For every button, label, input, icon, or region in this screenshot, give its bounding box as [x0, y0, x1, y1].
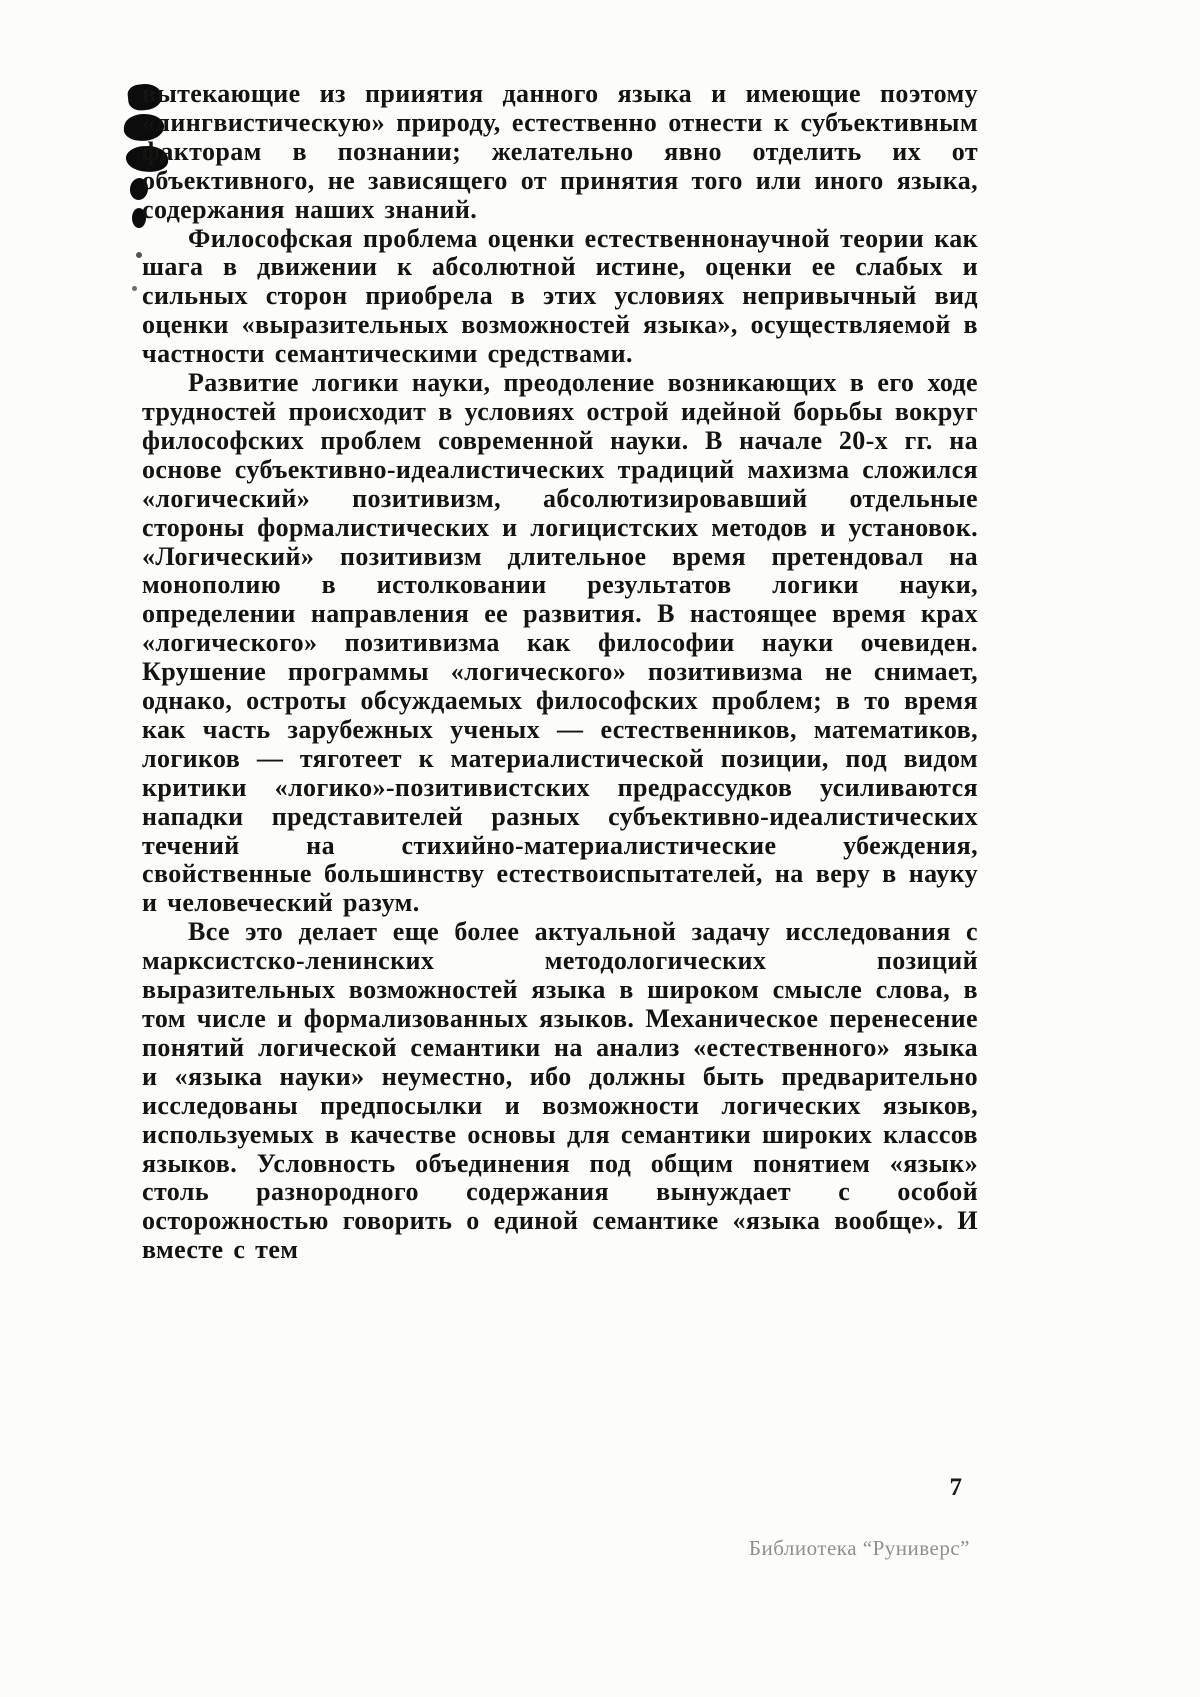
- ink-speck-artifact: [132, 286, 137, 291]
- paragraph-continuation: вытекающие из прииятия данного языка и имеющие поэтому «лингвистическую» природу, естественно отнести к субъективным факторам в познании; желательно явно отделить их от объективного, не зависящего от принятия того или иного языка, содержания наших знаний.: [142, 79, 978, 224]
- library-watermark: Библиотека “Руниверс”: [748, 1536, 970, 1560]
- paragraph: Развитие логики науки, преодоление возникающих в его ходе трудностей происходит в условиях острой идейной борьбы вокруг философских проблем современной науки. В начале 20-х гг. на основе субъективно-идеалистических традиций махизма сложился «логический» позитивизм, абсолютизировавший отдельные стороны формалистических и логицистских методов и установок. «Логический» позитивизм длительное время претендовал на монополию в истолковании результатов логики науки, определении направления ее развития. В настоящее время крах «логического» позитивизма как философии науки очевиден. Крушение программы «логического» позитивизма не снимает, однако, остроты обсуждаемых философских проблем; в то время как часть зарубежных ученых — естественников, математиков, логиков — тяготеет к материалистической позиции, под видом критики «логико»-позитивистских предрассудков усиливаются нападки представителей разных субъективно-идеалистических течений на стихийно-материалистические убеждения, свойственные большинству естествоиспытателей, на веру в науку и человеческий разум.: [142, 368, 978, 918]
- paragraph: Философская проблема оценки естественнонаучной теории как шага в движении к абсолютной истине, оценки ее слабых и сильных сторон приобрела в этих условиях непривычный вид оценки «выразительных возможностей языка», осуществляемой в частности семантическими средствами.: [142, 223, 978, 369]
- body-text: [142, 80, 978, 1265]
- paragraph: Все это делает еще более актуальной задачу исследования с марксистско-ленинских методологических позиций выразительных возможностей языка в широком смысле слова, в том числе и формализованных языков. Механическое перенесение понятий логической семантики на анализ «естественного» языка и «языка науки» неуместно, ибо должны быть предварительно исследованы предпосылки и возможности логических языков, используемых в качестве основы для семантики широких классов языков. Условность объединения под общим понятием «язык» столь разнородного содержания вынуждает с особой осторожностью говорить о единой семантике «языка вообще». И вместе с тем: [142, 917, 978, 1265]
- page-number: 7: [949, 1474, 962, 1501]
